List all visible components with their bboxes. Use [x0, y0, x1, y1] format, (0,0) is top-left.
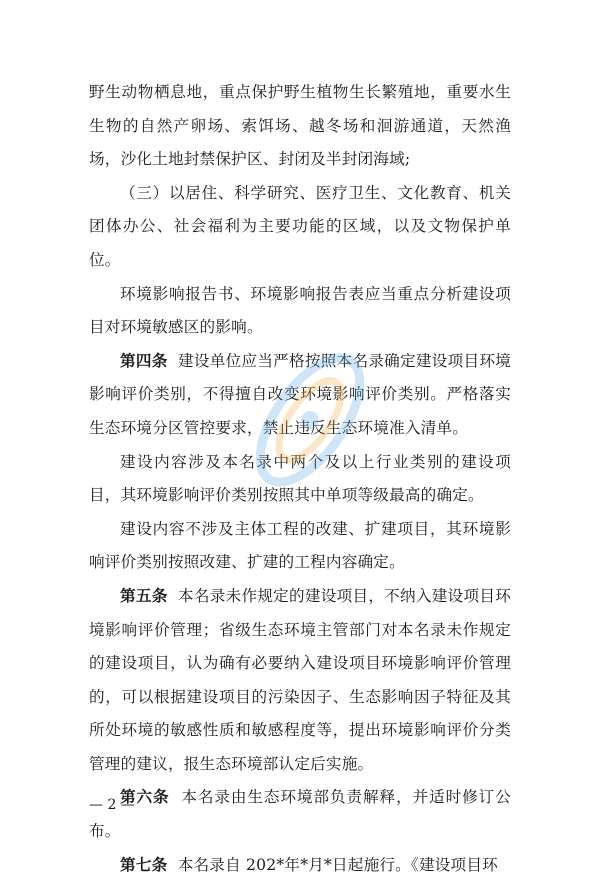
paragraph-article-7	[89, 849, 511, 882]
paragraph-text: 建设内容涉及本名录中两个及以上行业类别的建设项目，其环境影响评价类别按照其中单项等级最高的确定。	[89, 452, 511, 505]
paragraph-article-5	[89, 580, 511, 782]
paragraph-6	[89, 513, 511, 580]
paragraph-3	[89, 278, 511, 345]
paragraph-text: 环境影响报告书、环境影响报告表应当重点分析建设项目对环境敏感区的影响。	[89, 284, 511, 337]
article-heading: 第七条	[120, 855, 168, 874]
paragraph-text: （三）以居住、科学研究、医疗卫生、文化教育、机关团体办公、社会福利为主要功能的区域，以及文物保护单位。	[89, 183, 511, 269]
paragraph-5	[89, 446, 511, 513]
paragraph-2	[89, 177, 511, 278]
page-number: — 2 —	[89, 797, 135, 813]
paragraph-article-6	[89, 781, 511, 848]
paragraph-article-4	[89, 345, 511, 446]
paragraph-text: 本名录由生态环境部负责解释，并适时修订公布。	[89, 788, 511, 841]
document-body	[89, 76, 511, 882]
article-heading: 第五条	[120, 586, 168, 605]
paragraph-text: 建设单位应当严格按照本名录确定建设项目环境影响评价类别，不得擅自改变环境影响评价类别。严格落实生态环境分区管控要求，禁止违反生态环境准入清单。	[89, 351, 511, 437]
paragraph-text: 本名录自 202*年*月*日起施行。《建设项目环	[177, 855, 498, 874]
paragraph-text: 野生动物栖息地，重点保护野生植物生长繁殖地，重要水生生物的自然产卵场、索饵场、越冬场和洄游通道，天然渔场，沙化土地封禁保护区、封闭及半封闭海域;	[89, 83, 511, 169]
paragraph-text: 建设内容不涉及主体工程的改建、扩建项目，其环境影响评价类别按照改建、扩建的工程内容确定。	[89, 519, 511, 572]
article-heading: 第四条	[120, 351, 168, 370]
paragraph-1	[89, 76, 511, 177]
article-heading: 第六条	[120, 788, 170, 807]
paragraph-text: 本名录未作规定的建设项目，不纳入建设项目环境影响评价管理；省级生态环境主管部门对本名录未作规定的建设项目，认为确有必要纳入建设项目环境影响评价管理的，可以根据建设项目的污染因子、生态影响因子特征及其所处环境的敏感性质和敏感程度等，提出环境影响评价分类管理的建议，报生态环境部认定后实施。	[89, 586, 511, 773]
